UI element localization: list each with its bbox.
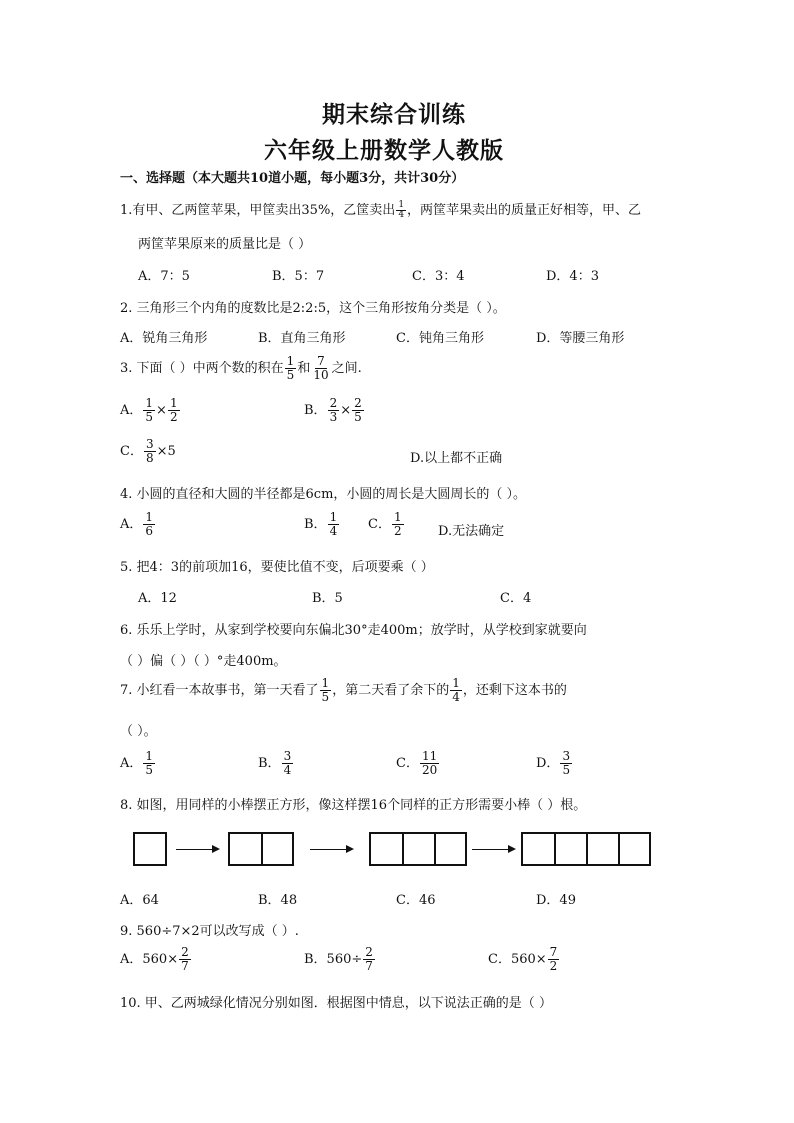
q8-option-c: C．46 xyxy=(396,893,436,908)
arrow-icon xyxy=(310,849,352,850)
question-9: 9. 560÷7×2可以改写成（ ）. xyxy=(120,924,299,939)
q9-option-b: B．560÷ $\frac{2}{7}$ xyxy=(304,945,373,973)
q3-option-c: C． $\frac{3}{8}$ ×5 xyxy=(120,437,176,465)
q8-option-d: D．49 xyxy=(536,893,576,908)
q6-line-2: （ ）偏（ ）（ ）°走400m。 xyxy=(120,654,287,669)
q5-option-b: B．5 xyxy=(312,591,343,606)
question-2: 2. 三角形三个内角的度数比是2:2:5，这个三角形按角分类是（ ）。 xyxy=(120,301,506,316)
question-4: 4. 小圆的直径和大圆的半径都是6cm，小圆的周长是大圆周长的（ ）。 xyxy=(120,487,527,502)
title-line-1: 期末综合训练 xyxy=(322,101,466,128)
q5-option-a: A．12 xyxy=(138,591,177,606)
q1-fraction: $\frac{1}{4}$ xyxy=(398,200,405,220)
question-10: 10. 甲、乙两城绿化情况分别如图．根据图中情息，以下说法正确的是（ ） xyxy=(120,996,552,1011)
q7-option-d: D． $\frac{3}{5}$ xyxy=(536,749,571,777)
q1-option-b: B．5：7 xyxy=(272,269,325,284)
q3-option-b: B． $\frac{2}{3}$ × $\frac{2}{5}$ xyxy=(304,396,362,424)
q7-option-a: A． $\frac{1}{5}$ xyxy=(120,749,154,777)
squares-group-4 xyxy=(521,832,651,866)
q3-option-a: A． $\frac{1}{5}$ × $\frac{1}{2}$ xyxy=(120,396,178,424)
question-1 xyxy=(120,199,641,220)
q4-option-b: B． $\frac{1}{4}$ xyxy=(304,510,338,538)
question-5: 5. 把4：3的前项加16，要使比值不变，后项要乘（ ） xyxy=(120,560,434,575)
arrow-icon xyxy=(472,849,514,850)
q4-option-d: D.无法确定 xyxy=(438,524,505,539)
q9-option-a: A．560× $\frac{2}{7}$ xyxy=(120,945,189,973)
q7-option-c: C． $\frac{11}{20}$ xyxy=(396,749,438,777)
title-line-2: 六年级上册数学人教版 xyxy=(264,137,504,164)
q5-option-c: C．4 xyxy=(500,591,532,606)
q8-option-b: B．48 xyxy=(258,893,298,908)
question-3: 3. 下面（ ）中两个数的积在 $\frac{1}{5}$ 和 $\frac{7}{10}$ 之间. xyxy=(120,354,362,382)
question-6: 6. 乐乐上学时，从家到学校要向东偏北30°走400m；放学时，从学校到家就要向 xyxy=(120,623,587,638)
q2-option-d: D．等腰三角形 xyxy=(536,331,625,346)
q8-option-a: A．64 xyxy=(120,893,159,908)
q7-option-b: B． $\frac{3}{4}$ xyxy=(258,749,292,777)
q1-text-a: 1.有甲、乙两筐苹果，甲筐卖出35%，乙筐卖出 xyxy=(120,203,396,218)
q1-line-2: 两筐苹果原来的质量比是（ ） xyxy=(138,237,312,252)
squares-group-1 xyxy=(133,832,167,866)
question-8: 8. 如图，用同样的小棒摆正方形，像这样摆16个同样的正方形需要小棒（ ）根。 xyxy=(120,798,587,813)
arrow-icon xyxy=(176,849,218,850)
q2-option-a: A．锐角三角形 xyxy=(120,331,208,346)
q1-text-b: ，两筐苹果卖出的质量正好相等，甲、乙 xyxy=(407,203,642,218)
q1-option-d: D．4：3 xyxy=(546,269,599,284)
q9-option-c: C．560× $\frac{7}{2}$ xyxy=(488,945,558,973)
squares-group-3 xyxy=(369,832,467,866)
q7-line-2: （ ）。 xyxy=(120,724,157,739)
question-7: 7. 小红看一本故事书，第一天看了 $\frac{1}{5}$ ，第二天看了余下的 $\frac{1}{4}$ ，还剩下这本书的 xyxy=(120,676,567,704)
q1-option-c: C．3：4 xyxy=(412,269,465,284)
q2-option-b: B．直角三角形 xyxy=(258,331,346,346)
q1-option-a: A．7：5 xyxy=(138,269,190,284)
squares-group-2 xyxy=(228,832,294,866)
q4-option-a: A． $\frac{1}{6}$ xyxy=(120,510,154,538)
q2-option-c: C．钝角三角形 xyxy=(396,331,484,346)
q4-option-c: C． $\frac{1}{2}$ xyxy=(368,510,402,538)
section-heading: 一、选择题（本大题共10道小题，每小题3分，共计30分） xyxy=(120,171,465,186)
q3-option-d: D.以上都不正确 xyxy=(410,451,503,466)
